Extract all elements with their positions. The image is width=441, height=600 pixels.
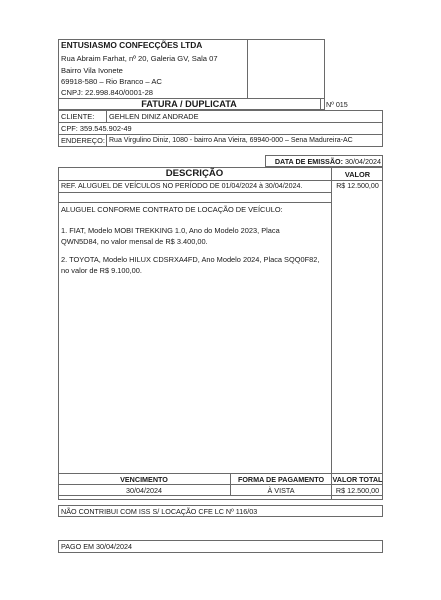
payment-value: À VISTA (267, 486, 295, 495)
company-cnpj: CNPJ: 22.998.840/0001-28 (61, 88, 154, 97)
client-cpf: CPF: 359.545.902-49 (61, 124, 132, 133)
emission-date: 30/04/2024 (345, 157, 381, 166)
emission-label: DATA DE EMISSÃO: (274, 157, 344, 166)
ref-value: R$ 12.500,00 (336, 182, 379, 190)
address-label-divider (106, 134, 107, 147)
ref-line: REF. ALUGUEL DE VEÍCULOS NO PERÍODO DE 01/04/2024 à 30/04/2024. (61, 182, 303, 190)
item1-line1: 1. FIAT, Modelo MOBI TREKKING 1.0, Ano do Modelo 2023, Placa (61, 226, 280, 235)
address-label: ENDEREÇO: (61, 136, 105, 145)
invoice-number: Nº 015 (326, 100, 348, 109)
company-address-line2: Bairro Vila Ivonete (61, 66, 123, 75)
description-heading: DESCRIÇÃO (165, 168, 224, 179)
company-side-box (247, 39, 325, 99)
company-address-line3: 69918-580 – Rio Branco – AC (61, 77, 162, 86)
client-name: GEHLEN DINIZ ANDRADE (109, 112, 199, 121)
item1-line2: QWN5D84, no valor mensal de R$ 3.400,00. (61, 237, 208, 246)
total-value: R$ 12.500,00 (335, 486, 380, 495)
client-line-1 (58, 122, 383, 123)
company-name: ENTUSIASMO CONFECÇÕES LTDA (61, 40, 203, 50)
due-label: VENCIMENTO (120, 475, 168, 484)
total-label: VALOR TOTAL (332, 475, 383, 484)
item2-line2: no valor de R$ 9.100,00. (61, 266, 142, 275)
client-label: CLIENTE: (61, 112, 95, 121)
payment-label: FORMA DE PAGAMENTO (237, 475, 325, 484)
item2-line1: 2. TOYOTA, Modelo HILUX CDSRXA4FD, Ano Modelo 2024, Placa SQQ0F82, (61, 255, 320, 264)
due-value: 30/04/2024 (126, 486, 162, 495)
client-label-divider (106, 110, 107, 122)
title-divider (320, 98, 321, 110)
description-box (58, 167, 383, 500)
description-header-line (58, 180, 383, 181)
emission-line (266, 157, 381, 166)
paid-note: PAGO EM 30/04/2024 (61, 542, 132, 551)
iss-note: NÃO CONTRIBUI COM ISS S/ LOCAÇÃO CFE LC Nº 116/03 (61, 507, 258, 516)
totals-mid-line (58, 484, 383, 485)
company-address-line1: Rua Abraim Farhat, nº 20, Galeria GV, Sala 07 (61, 54, 218, 63)
client-address: Rua Virgulino Diniz, 1080 - bairro Ana Vieira, 69940-000 – Sena Madureira-AC (109, 137, 353, 144)
contract-line: ALUGUEL CONFORME CONTRATO DE LOCAÇÃO DE VEÍCULO: (61, 205, 283, 214)
value-column-divider (331, 167, 332, 500)
invoice-title: FATURA / DUPLICATA (141, 99, 237, 109)
value-heading: VALOR (344, 170, 371, 179)
ref-row-gap-line (58, 202, 332, 203)
ref-row-line (58, 192, 332, 193)
